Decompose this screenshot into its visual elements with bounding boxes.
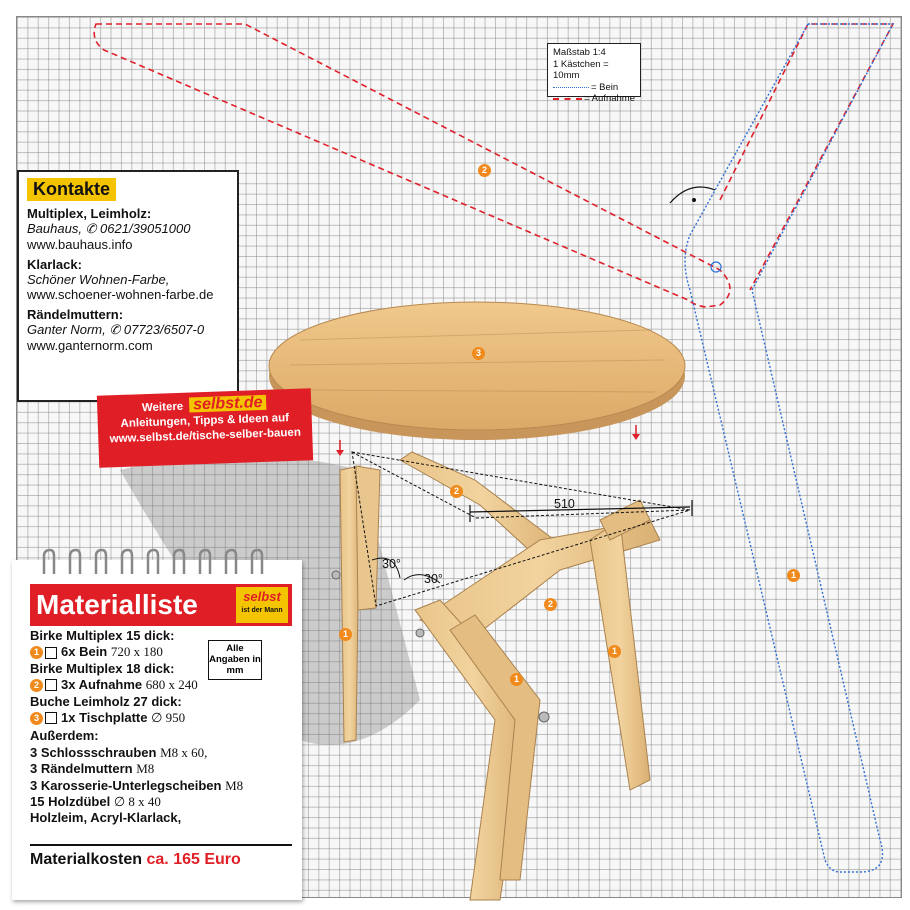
mount-left — [356, 466, 380, 610]
material-costs: Materialkosten ca. 165 Euro — [30, 844, 292, 869]
extra-item: Holzleim, Acryl-Klarlack, — [30, 810, 182, 826]
checkbox-icon — [45, 647, 57, 659]
units-note: Alle Angaben in mm — [208, 640, 262, 680]
material-list-notepad — [12, 560, 302, 900]
extra-item: 3 Schlossschrauben M8 x 60, — [30, 744, 208, 760]
contact-web: www.ganternorm.com — [27, 338, 153, 353]
material-heading: Birke Multiplex 18 dick: — [30, 660, 175, 676]
part-badge: 1 — [608, 645, 621, 658]
checkbox-icon — [45, 679, 57, 691]
contact-heading: Multiplex, Leimholz: — [27, 206, 152, 221]
angle-label-right: 30° — [424, 572, 443, 586]
material-list-title: Materialliste selbst ist der Mann — [30, 584, 292, 626]
legend-mount: = Aufnahme — [553, 93, 635, 105]
material-item: 3 1x Tischplatte ∅ 950 — [30, 710, 292, 726]
extras-heading: Außerdem: — [30, 728, 99, 744]
material-heading: Buche Leimholz 27 dick: — [30, 693, 182, 709]
checkbox-icon — [45, 712, 57, 724]
part-badge: 3 — [472, 347, 485, 360]
promo-line2: Anleitungen, Tipps & Ideen auf — [120, 412, 290, 430]
promo-brand: selbst.de — [189, 395, 267, 413]
contacts-title: Kontakte — [27, 178, 116, 201]
contact-source: Bauhaus, ✆ 0621/39051000 — [27, 221, 191, 236]
right-angle-dot — [692, 198, 696, 202]
contact-web: www.schoener-wohnen-farbe.de — [27, 287, 214, 302]
contacts-box — [17, 170, 239, 402]
contact-web: www.bauhaus.info — [27, 237, 133, 252]
part-badge: 2 — [544, 598, 557, 611]
part-badge: 1 — [510, 673, 523, 686]
extra-item: 3 Rändelmuttern M8 — [30, 761, 155, 777]
tabletop-surface — [269, 302, 685, 430]
material-item: 2 3x Aufnahme 680 x 240 — [30, 677, 292, 693]
contact-source: Schöner Wohnen-Farbe, — [27, 272, 170, 287]
part-badge: 2 — [450, 485, 463, 498]
scale-text: Maßstab 1:4 — [553, 47, 606, 58]
contact-source: Ganter Norm, ✆ 07723/6507-0 — [27, 322, 205, 337]
extra-item: 3 Karosserie-Unterlegscheiben M8 — [30, 777, 244, 793]
contact-heading: Klarlack: — [27, 257, 82, 272]
promo-prefix: Weitere — [141, 400, 184, 415]
bolt — [416, 629, 424, 637]
dimension-label: 510 — [554, 497, 575, 511]
mount-template-outline-right — [720, 24, 893, 290]
material-item: 1 6x Bein 720 x 180 — [30, 644, 292, 660]
promo-banner[interactable] — [97, 388, 313, 467]
part-badge: 2 — [478, 164, 491, 177]
square-text: 1 Kästchen = 10mm — [553, 58, 609, 81]
leg-right — [590, 520, 650, 790]
part-badge: 1 — [787, 569, 800, 582]
scale-legend — [547, 43, 641, 104]
contact-heading: Rändelmuttern: — [27, 307, 124, 322]
extra-item: 15 Holzdübel ∅ 8 x 40 — [30, 794, 161, 810]
spiral-rings — [38, 548, 278, 578]
angle-label-left: 30° — [382, 557, 401, 571]
legend-leg: = Bein — [553, 82, 635, 94]
leg-template-outline — [685, 24, 893, 872]
bolt — [539, 712, 549, 722]
part-badge: 1 — [339, 628, 352, 641]
promo-link[interactable]: www.selbst.de/tische-selber-bauen — [109, 426, 302, 446]
selbst-logo: selbst ist der Mann — [236, 587, 288, 623]
bolt — [332, 571, 340, 579]
material-heading: Birke Multiplex 15 dick: — [30, 628, 175, 643]
